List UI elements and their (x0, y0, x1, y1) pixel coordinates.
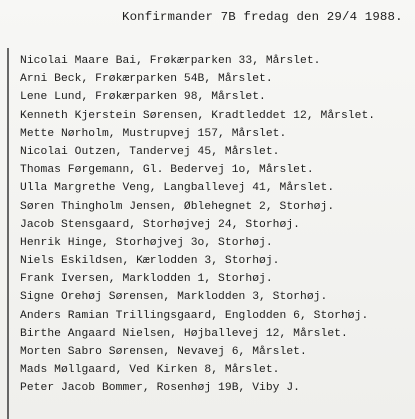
list-item: Jacob Stensgaard, Storhøjvej 24, Storhøj. (20, 218, 300, 231)
list-item: Arni Beck, Frøkærparken 54B, Mårslet. (20, 73, 273, 86)
list-item: Niels Eskildsen, Kærlodden 3, Storhøj. (20, 255, 280, 268)
list-item: Ulla Margrethe Veng, Langballevej 41, Mårslet. (20, 182, 335, 195)
list-item: Mads Møllgaard, Ved Kirken 8, Mårslet. (20, 364, 280, 377)
list-item: Lene Lund, Frøkærparken 98, Mårslet. (20, 91, 266, 104)
list-item: Anders Ramian Trillingsgaard, Englodden 6, Storhøj. (20, 309, 369, 322)
left-margin-line (7, 48, 9, 419)
list-item: Søren Thingholm Jensen, Øblehegnet 2, Storhøj. (20, 200, 335, 213)
list-item: Nicolai Maare Bai, Frøkærparken 33, Mårslet. (20, 55, 321, 67)
list-item: Signe Orehøj Sørensen, Marklodden 3, Storhøj. (20, 291, 328, 304)
list-item: Morten Sabro Sørensen, Nevavej 6, Mårslet. (20, 346, 307, 358)
document-title: Konfirmander 7B fredag den 29/4 1988. (122, 10, 403, 24)
list-item: Nicolai Outzen, Tandervej 45, Mårslet. (20, 145, 280, 158)
confirmands-list (20, 52, 410, 398)
list-item: Thomas Førgemann, Gl. Bedervej 1o, Mårslet. (20, 164, 314, 177)
list-item: Mette Nørholm, Mustrupvej 157, Mårslet. (20, 127, 287, 140)
list-item: Birthe Angaard Nielsen, Højballevej 12, Mårslet. (20, 327, 348, 340)
list-item: Peter Jacob Bommer, Rosenhøj 19B, Viby J. (20, 382, 300, 395)
list-item: Frank Iversen, Marklodden 1, Storhøj. (20, 273, 273, 286)
list-item: Kenneth Kjerstein Sørensen, Kradtleddet 12, Mårslet. (20, 109, 376, 122)
list-item: Henrik Hinge, Storhøjvej 3o, Storhøj. (20, 236, 273, 249)
